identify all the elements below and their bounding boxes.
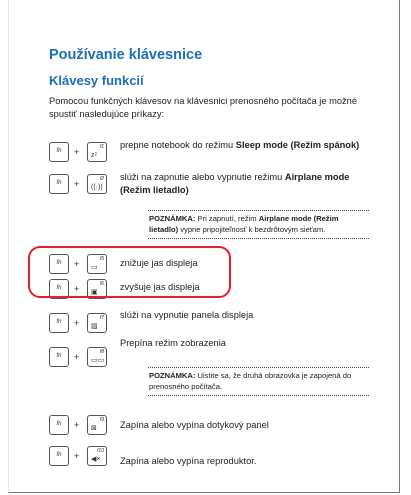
fn-key-icon: fn (49, 254, 69, 274)
f9-key-icon: f9 ⊠ (87, 415, 107, 435)
f8-key-icon: f8 ▭▭ (87, 347, 107, 367)
fn-key-icon: fn (49, 174, 69, 194)
row-description-f9: Zapína alebo vypína dotykový panel (120, 420, 269, 430)
plus-sign: + (74, 318, 80, 328)
fn-key-icon: fn (49, 415, 69, 435)
display-off-icon: ▨ (91, 323, 98, 330)
row-description-f7: slúži na vypnutie panela displeja (120, 310, 254, 320)
brightness-down-icon: ▭ (91, 264, 98, 271)
fn-key-icon: fn (49, 279, 69, 299)
speaker-mute-icon: ◀× (91, 456, 101, 463)
airplane-icon: ((·)) (91, 184, 103, 191)
key-combo-f10 (49, 446, 109, 470)
f2-key-icon: f2 ((·)) (87, 174, 107, 194)
plus-sign: + (74, 451, 80, 461)
f10-key-icon: f10 ◀× (87, 446, 107, 466)
plus-sign: + (74, 179, 80, 189)
plus-sign: + (74, 259, 80, 269)
display-mode-icon: ▭▭ (91, 357, 105, 364)
fn-key-icon: fn (49, 446, 69, 466)
fn-key-icon: fn (49, 347, 69, 367)
row-description-f6: zvyšuje jas displeja (120, 282, 200, 292)
f1-key-icon: f1 zᶻ (87, 142, 107, 162)
row-description-f10: Zapína alebo vypína reproduktor. (120, 456, 257, 466)
key-combo-f2 (49, 174, 109, 198)
plus-sign: + (74, 284, 80, 294)
key-combo-f9 (49, 415, 109, 439)
touchpad-icon: ⊠ (91, 425, 97, 432)
f5-key-icon: f5 ▭ (87, 254, 107, 274)
key-combo-f7 (49, 313, 109, 337)
row-description-f5: znižuje jas displeja (120, 258, 198, 268)
sleep-icon: zᶻ (91, 152, 98, 159)
plus-sign: + (74, 147, 80, 157)
key-combo-f8 (49, 347, 109, 371)
f6-key-icon: f6 ▣ (87, 279, 107, 299)
intro-paragraph: Pomocou funkčných klávesov na klávesnici prenosného počítača je možné spustiť nasledujúce príkazy: (49, 96, 358, 119)
note-airplane: POZNÁMKA: Pri zapnutí, režim Airplane mode (Režim lietadlo) vypne pripojiteľnosť k bezdrôtovým sieťam. (149, 210, 369, 239)
plus-sign: + (74, 352, 80, 362)
f7-key-icon: f7 ▨ (87, 313, 107, 333)
fn-key-icon: fn (49, 142, 69, 162)
brightness-up-icon: ▣ (91, 289, 98, 296)
section-heading: Klávesy funkcií (49, 73, 144, 88)
row-description-f1: prepne notebook do režimu Sleep mode (Režim spánok) (120, 140, 360, 150)
plus-sign: + (74, 420, 80, 430)
highlight-annotation (28, 246, 231, 298)
row-description-f8: Prepína režim zobrazenia (120, 338, 226, 348)
row-description-f2: slúži na zapnutie alebo vypnutie režimu Airplane mode (Režim lietadlo) (120, 172, 350, 195)
key-combo-f1 (49, 142, 109, 166)
page-heading: Používanie klávesnice (49, 47, 203, 63)
note-second-display: POZNÁMKA: Uistite sa, že druhá obrazovka je zapojená do prenosného počítača. (149, 367, 369, 396)
fn-key-icon: fn (49, 313, 69, 333)
